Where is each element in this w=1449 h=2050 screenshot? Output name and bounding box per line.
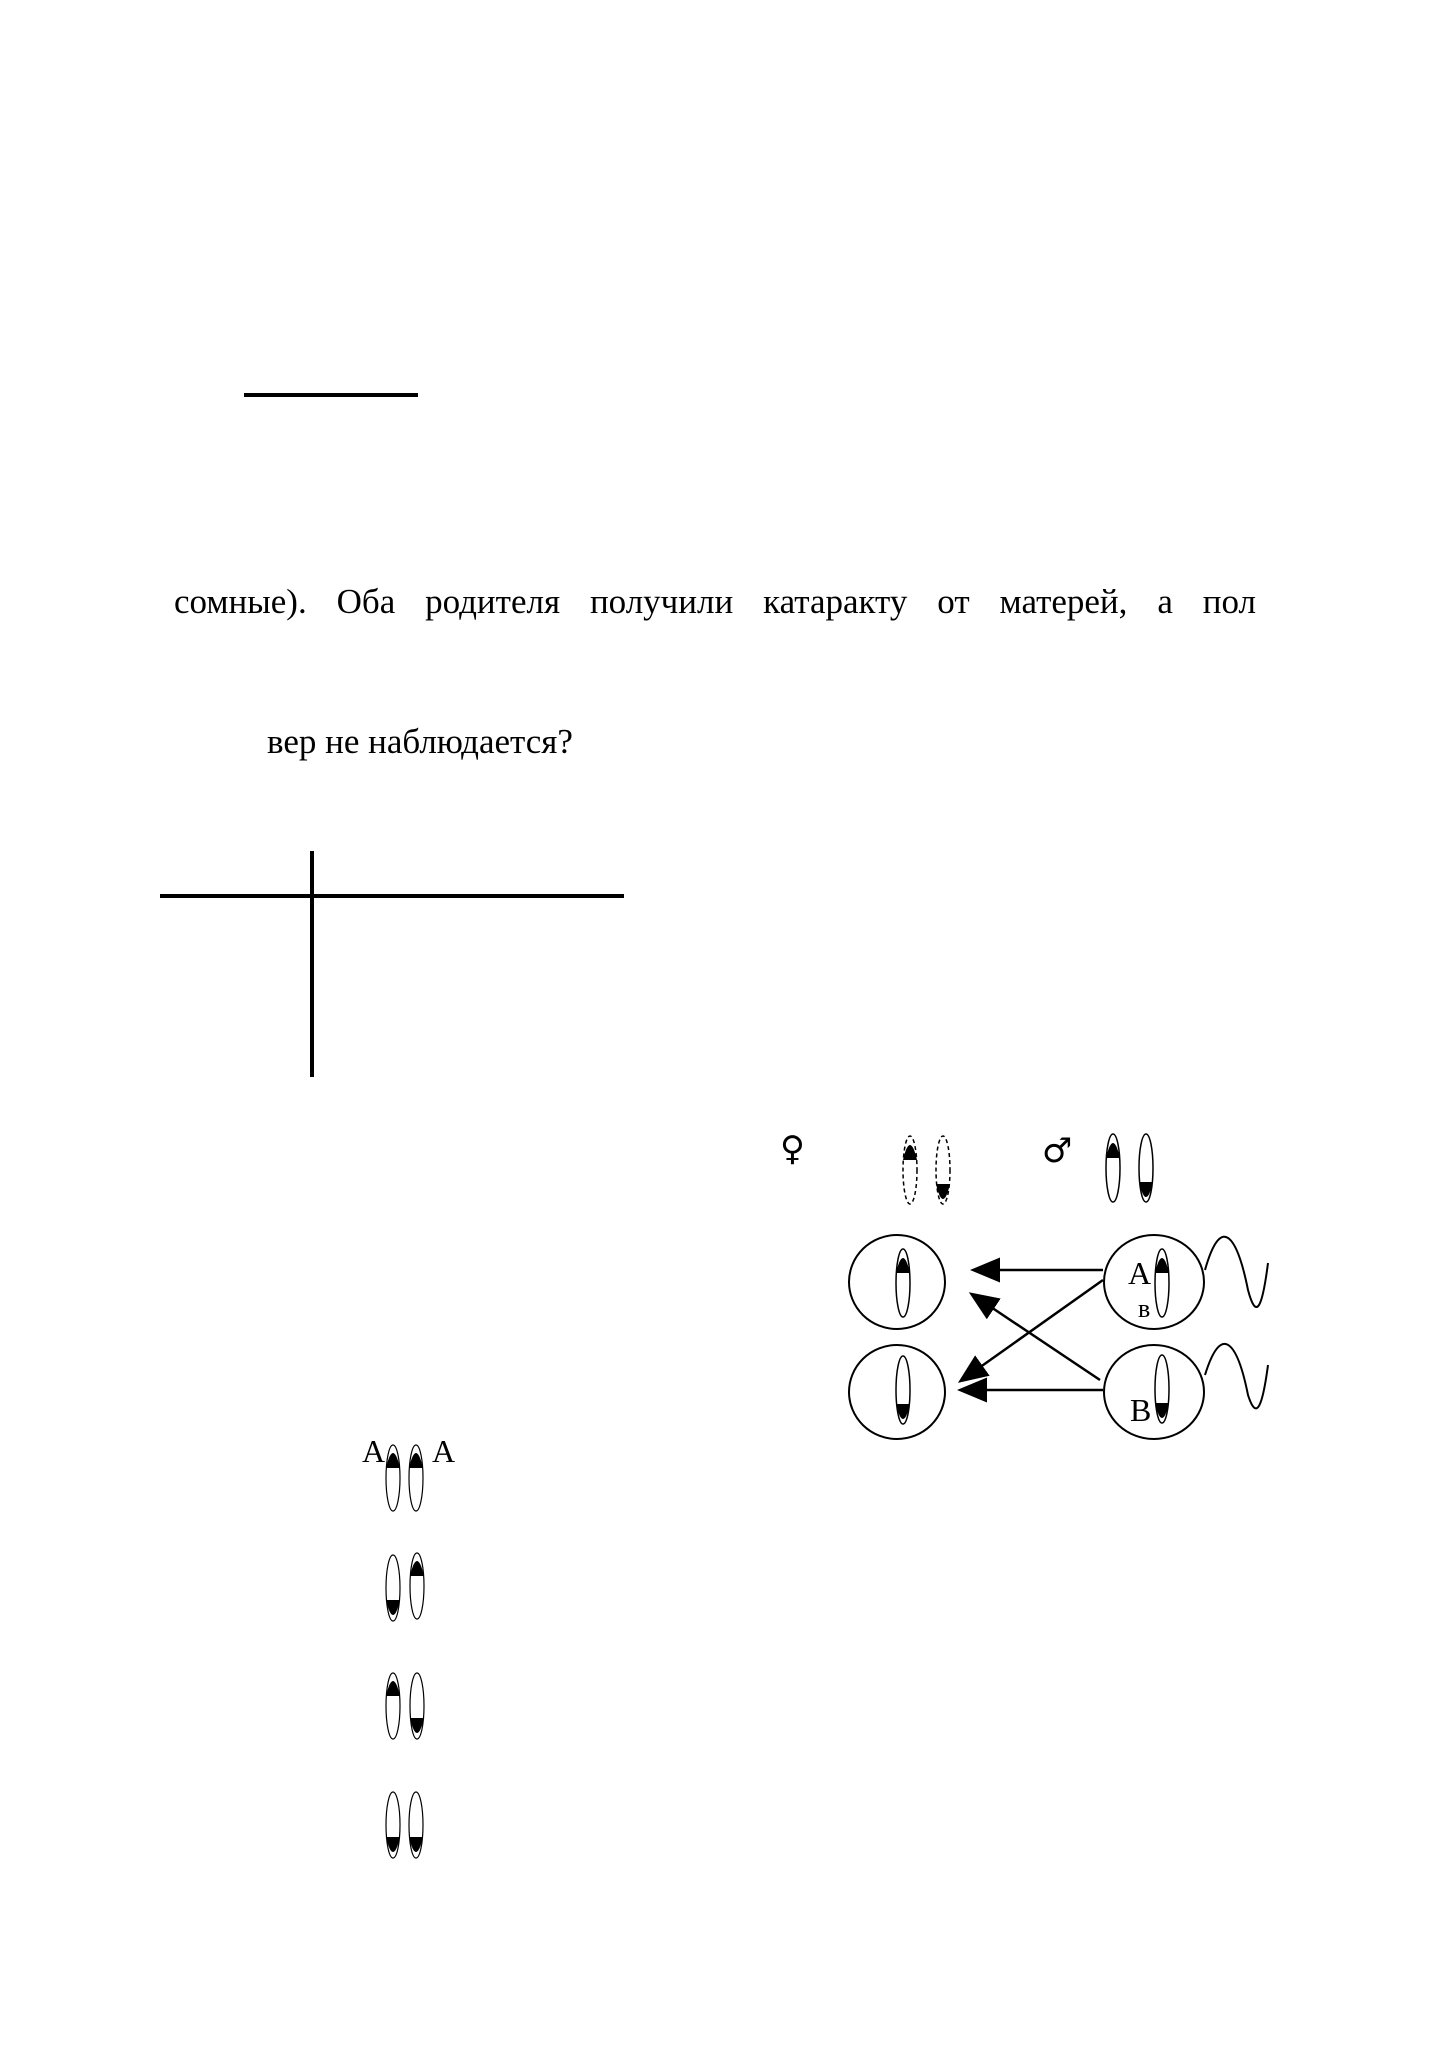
gene-label-b-lower: в xyxy=(1138,1294,1151,1323)
offspring-genotype-4 xyxy=(386,1792,423,1858)
gene-label-a-upper: А xyxy=(1128,1255,1152,1291)
text-line-1: сомные). Оба родителя получили катаракту от матерей, а пол xyxy=(174,582,1256,621)
gamete-cell-left-bottom xyxy=(849,1345,945,1439)
sperm-tail xyxy=(1205,1344,1268,1409)
text-line-2: вер не наблюдается? xyxy=(267,722,573,761)
male-chromosome-pair xyxy=(1106,1134,1153,1202)
gene-label-b-upper: В xyxy=(1130,1392,1152,1428)
fertilization-arrows xyxy=(962,1270,1103,1390)
female-chromosome-pair xyxy=(903,1136,950,1204)
t-table xyxy=(160,851,624,1077)
chromosome xyxy=(903,1136,917,1204)
sperm-tail xyxy=(1205,1237,1268,1307)
female-symbol-icon: ♀ xyxy=(780,1129,805,1169)
chromosome xyxy=(936,1136,950,1204)
male-symbol-icon: ♂ xyxy=(1042,1131,1073,1171)
genotype-label-a-right: А xyxy=(432,1433,456,1469)
chromosome xyxy=(1139,1134,1153,1202)
offspring-genotype-1 xyxy=(386,1445,423,1511)
gamete-cell-left-top xyxy=(849,1235,945,1329)
chromosome xyxy=(1106,1134,1120,1202)
genotype-label-a-left: А xyxy=(362,1433,386,1469)
offspring-genotype-3 xyxy=(386,1673,424,1739)
gamete-cell-right-bottom xyxy=(1104,1344,1268,1439)
offspring-genotype-2 xyxy=(386,1553,424,1621)
